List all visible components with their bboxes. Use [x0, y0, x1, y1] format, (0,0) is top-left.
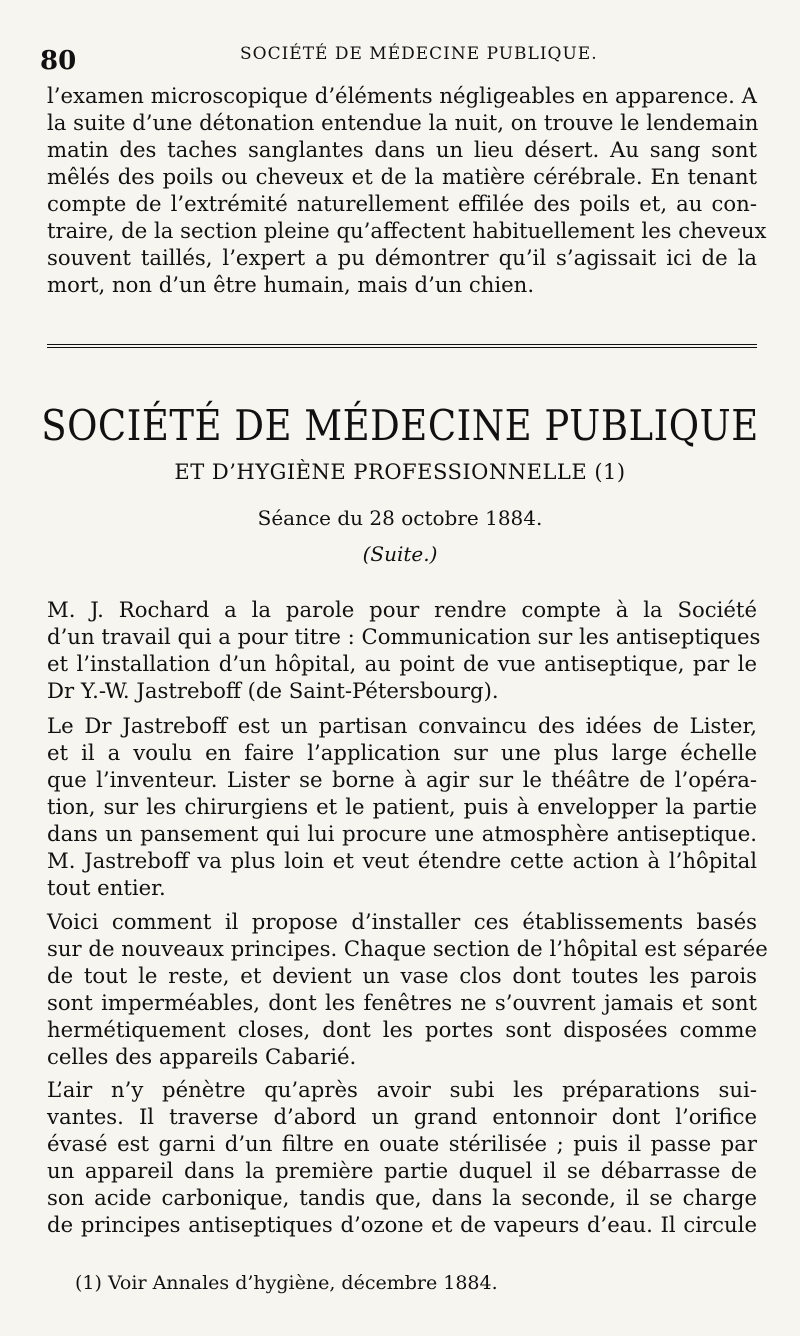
text-line: l’examen microscopique d’éléments négligeables en apparence. A	[47, 83, 757, 108]
paragraph-jastreboff	[47, 712, 757, 901]
text-line: tion, sur les chirurgiens et le patient, puis à envelopper la partie	[47, 794, 757, 819]
text-line: la suite d’une détonation entendue la nuit, on trouve le lendemain	[47, 110, 759, 135]
text-line: sont imperméables, dont les fenêtres ne s’ouvrent jamais et sont	[47, 990, 757, 1015]
text-line: compte de l’extrémité naturellement effilée des poils et, au con-	[47, 191, 757, 216]
text-line: d’un travail qui a pour titre : Communication sur les antiseptiques	[47, 624, 761, 649]
text-line: celles des appareils Cabarié.	[47, 1044, 357, 1069]
text-line: vantes. Il traverse d’abord un grand entonnoir dont l’orifice	[47, 1104, 757, 1129]
section-divider	[47, 344, 757, 348]
section-subtitle: ET D’HYGIÈNE PROFESSIONNELLE (1)	[174, 460, 626, 484]
text-line: M. J. Rochard a la parole pour rendre compte à la Société	[47, 597, 757, 622]
running-title: SOCIÉTÉ DE MÉDECINE PUBLIQUE.	[240, 44, 598, 64]
text-line: hermétiquement closes, dont les portes sont disposées comme	[47, 1017, 757, 1042]
text-line: de principes antiseptiques d’ozone et de vapeurs d’eau. Il circule	[47, 1212, 757, 1237]
text-line: dans un pansement qui lui procure une atmosphère antiseptique.	[47, 821, 757, 846]
text-line: L’air n’y pénètre qu’après avoir subi les préparations sui-	[47, 1077, 757, 1102]
text-line: traire, de la section pleine qu’affectent habituellement les cheveux	[47, 218, 767, 243]
footnote: (1) Voir Annales d’hygiène, décembre 1884.	[75, 1272, 498, 1294]
text-line: évasé est garni d’un filtre en ouate stérilisée ; puis il passe par	[47, 1131, 757, 1156]
text-line: Dr Y.-W. Jastreboff (de Saint-Pétersbourg).	[47, 678, 499, 703]
paragraph-air	[47, 1076, 757, 1238]
suite-label: (Suite.)	[362, 542, 438, 566]
text-line: M. Jastreboff va plus loin et veut étendre cette action à l’hôpital	[47, 848, 757, 873]
text-line: matin des taches sanglantes dans un lieu désert. Au sang sont	[47, 137, 757, 162]
text-line: et il a voulu en faire l’application sur une plus large échelle	[47, 740, 757, 765]
page-number: 80	[40, 46, 77, 76]
text-line: mêlés des poils ou cheveux et de la matière cérébrale. En tenant	[47, 164, 757, 189]
text-line: tout entier.	[47, 875, 166, 900]
text-line: que l’inventeur. Lister se borne à agir sur le théâtre de l’opéra-	[47, 767, 757, 792]
intro-paragraph	[47, 82, 767, 298]
text-line: et l’installation d’un hôpital, au point de vue antiseptique, par le	[47, 651, 757, 676]
text-line: son acide carbonique, tandis que, dans la seconde, il se charge	[47, 1185, 757, 1210]
page-header	[40, 40, 760, 80]
paragraph-installation	[47, 908, 768, 1070]
section-title: SOCIÉTÉ DE MÉDECINE PUBLIQUE	[41, 400, 759, 451]
text-line: Le Dr Jastreboff est un partisan convaincu des idées de Lister,	[47, 713, 757, 738]
text-line: un appareil dans la première partie duquel il se débarrasse de	[47, 1158, 757, 1183]
text-line: sur de nouveaux principes. Chaque section de l’hôpital est séparée	[47, 936, 768, 961]
text-line: de tout le reste, et devient un vase clos dont toutes les parois	[47, 963, 757, 988]
session-date: Séance du 28 octobre 1884.	[257, 506, 543, 530]
text-line: mort, non d’un être humain, mais d’un chien.	[47, 272, 535, 297]
text-line: souvent taillés, l’expert a pu démontrer qu’il s’agissait ici de la	[47, 245, 757, 270]
text-line: Voici comment il propose d’installer ces établissements basés	[47, 909, 757, 934]
paragraph-rochard	[47, 596, 761, 704]
